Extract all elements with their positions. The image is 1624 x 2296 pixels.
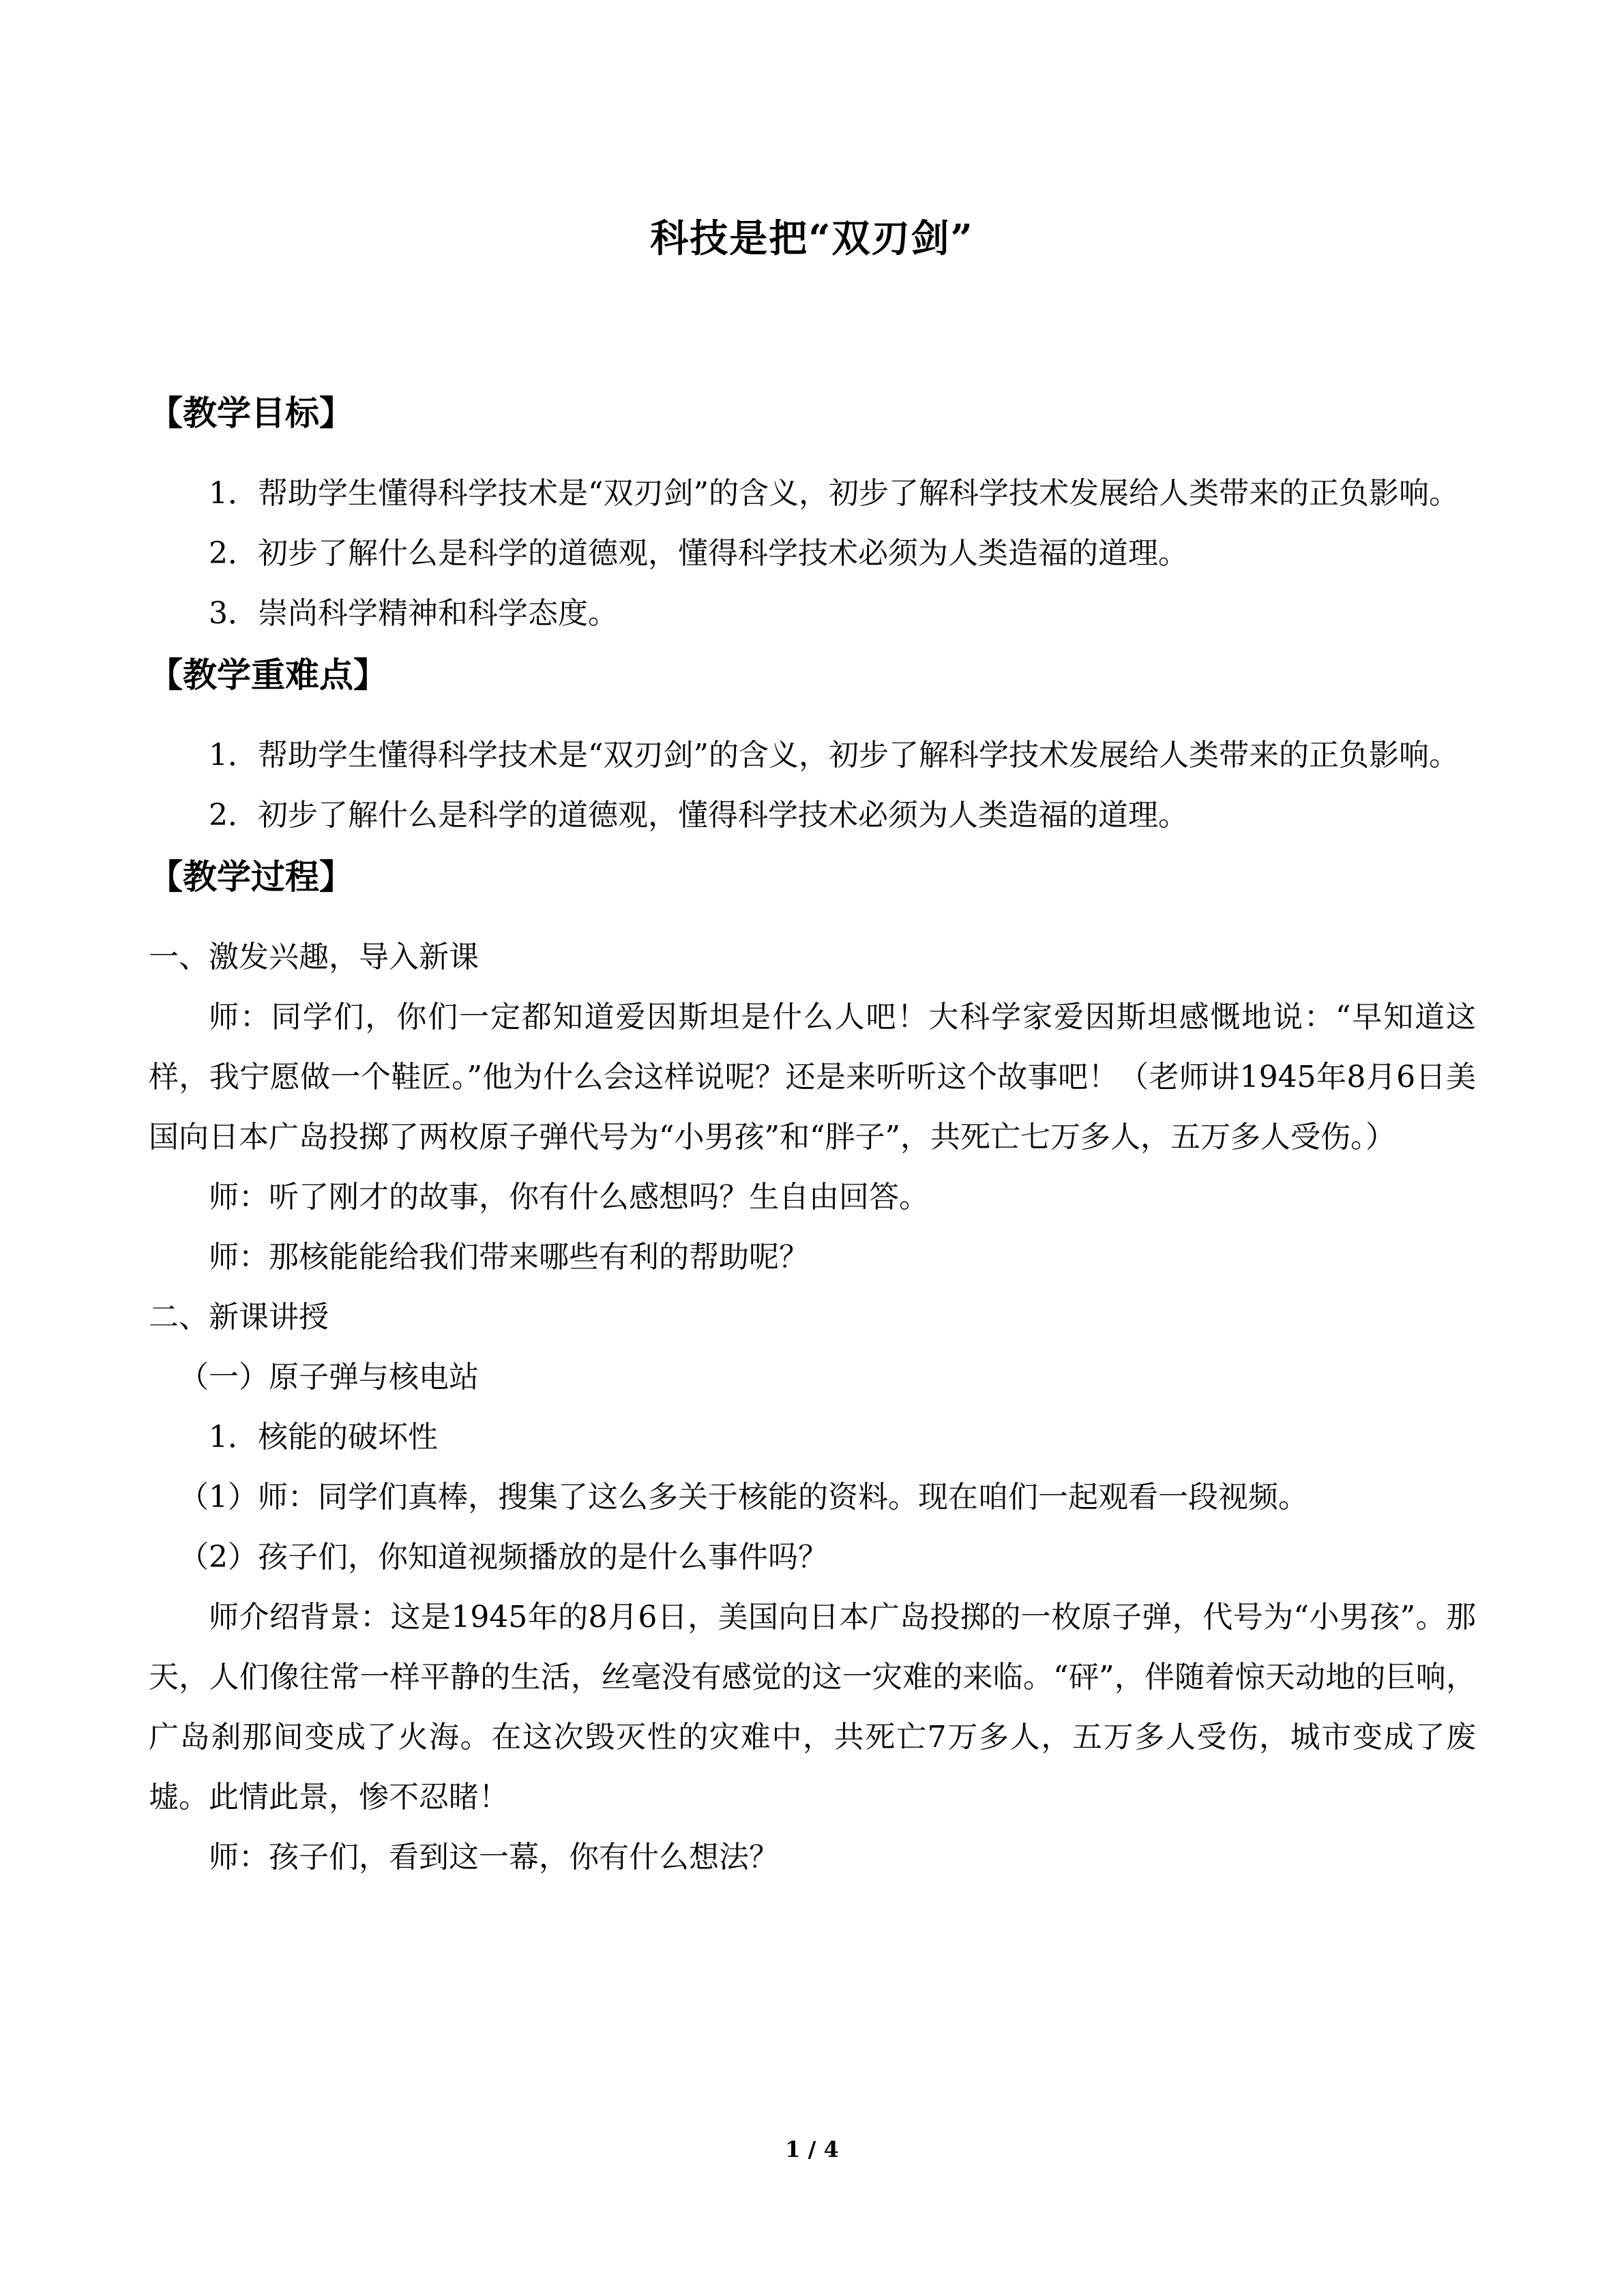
- process-part2-paragraph-1: 师介绍背景：这是1945年的8月6日，美国向日本广岛投掷的一枚原子弹，代号为“小男孩”。那天，人们像往常一样平静的生活，丝毫没有感觉的这一灾难的来临。“砰”，伴随着惊天动地的巨响，广岛刹那间变成了火海。在这次毁灭性的灾难中，共死亡7万多人，五万多人受伤，城市变成了废墟。此情此景，惨不忍睹！: [149, 1600, 1476, 1815]
- objective-item-1: 1．帮助学生懂得科学技术是“双刃剑”的含义，初步了解科学技术发展给人类带来的正负影响。: [209, 476, 1459, 511]
- process-part1-paragraph-1: 师：同学们，你们一定都知道爱因斯坦是什么人吧！大科学家爱因斯坦感慨地说：“早知道这样，我宁愿做一个鞋匠。”他为什么会这样说呢？还是来听听这个故事吧！（老师讲1945年8月6日美国向日本广岛投掷了两枚原子弹代号为“小男孩”和“胖子”，共死亡七万多人，五万多人受伤。）: [149, 1000, 1476, 1154]
- process-part1-paragraph-3: 师：那核能能给我们带来哪些有利的帮助呢？: [209, 1240, 809, 1274]
- process-part1-title: 一、激发兴趣，导入新课: [149, 940, 479, 974]
- process-sub-heading-1: （一）原子弹与核电站: [179, 1360, 479, 1395]
- section-heading-process: 【教学过程】: [149, 856, 353, 897]
- document-body: [149, 382, 1476, 1888]
- process-sub-heading-2: 1．核能的破坏性: [209, 1420, 438, 1455]
- page-number: 1 / 4: [785, 2136, 839, 2162]
- document-title: 科技是把“双刃剑”: [650, 216, 974, 261]
- key-point-item-1: 1．帮助学生懂得科学技术是“双刃剑”的含义，初步了解科学技术发展给人类带来的正负影响。: [209, 738, 1459, 773]
- process-part2-paragraph-2: 师：孩子们，看到这一幕，你有什么想法？: [209, 1840, 779, 1875]
- process-part1-paragraph-2: 师：听了刚才的故事，你有什么感想吗？生自由回答。: [209, 1180, 929, 1214]
- process-part2-title: 二、新课讲授: [149, 1300, 329, 1335]
- objective-item-3: 3．崇尚科学精神和科学态度。: [209, 596, 618, 631]
- section-heading-objectives: 【教学目标】: [149, 393, 353, 433]
- process-sub-item-1: （1）师：同学们真棒，搜集了这么多关于核能的资料。现在咱们一起观看一段视频。: [179, 1480, 1308, 1515]
- section-heading-key-points: 【教学重难点】: [149, 655, 387, 695]
- key-point-item-2: 2．初步了解什么是科学的道德观，懂得科学技术必须为人类造福的道理。: [209, 798, 1188, 833]
- process-sub-item-2: （2）孩子们，你知道视频播放的是什么事件吗？: [179, 1540, 828, 1575]
- objective-item-2: 2．初步了解什么是科学的道德观，懂得科学技术必须为人类造福的道理。: [209, 536, 1188, 571]
